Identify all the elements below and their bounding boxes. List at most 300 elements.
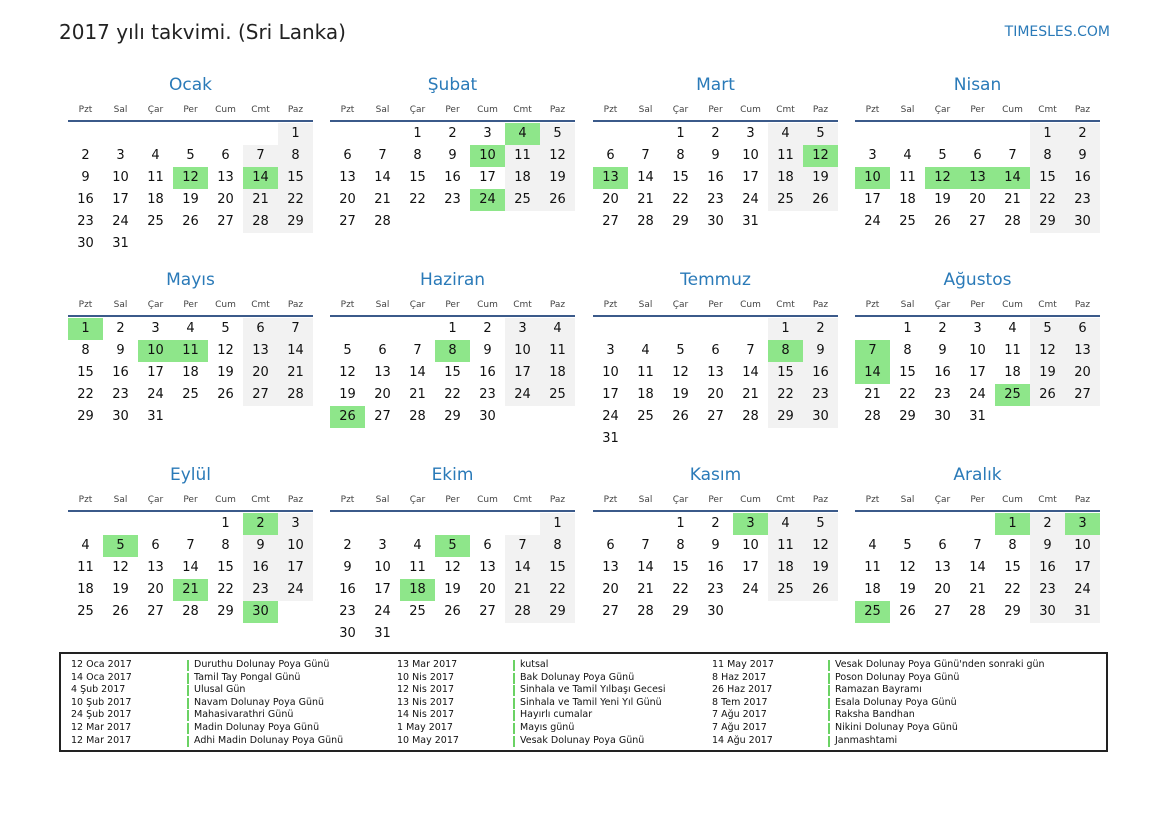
day-cell: 6 [243,318,278,340]
day-cell: 11 [768,535,803,557]
day-cell: 27 [934,604,951,619]
day-cell: 21 [1004,192,1021,207]
month-name: Eylül [169,465,212,485]
day-cell: 7 [378,148,387,163]
holiday-day-cell: 10 [470,145,505,167]
day-cell: 8 [413,148,422,163]
day-cell: 10 [1065,535,1100,557]
day-cell: 7 [1008,148,1017,163]
day-cell: 12 [339,365,356,380]
weekday-label: Çar [934,495,951,505]
day-cell: 20 [243,362,278,384]
day-cell: 6 [938,538,947,553]
day-cell: 16 [339,582,356,597]
day-cell: 20 [707,387,724,402]
day-cell: 20 [602,192,619,207]
weekday-label: Cum [477,105,498,115]
page-title: 2017 yılı takvimi. (Sri Lanka) [59,20,346,44]
holiday-date: 10 May 2017 [397,734,459,746]
day-cell: 24 [505,384,540,406]
day-cell: 26 [672,409,689,424]
day-cell: 15 [444,365,461,380]
weekday-header [593,295,838,315]
holiday-date: 12 Mar 2017 [71,721,132,733]
holiday-day-cell: 3 [733,513,768,535]
day-cell: 6 [483,538,492,553]
day-cell: 3 [505,318,540,340]
day-cell: 11 [77,560,94,575]
day-cell: 16 [444,170,461,185]
day-cell: 28 [637,214,654,229]
weekday-label: Pzt [603,495,618,505]
day-cell: 25 [637,409,654,424]
day-cell: 11 [1004,343,1021,358]
day-cell: 18 [540,362,575,384]
weekday-label: Per [970,300,985,310]
day-cell: 22 [217,582,234,597]
weekday-label: Paz [812,300,829,310]
day-cell: 19 [1030,362,1065,384]
day-cell: 16 [707,170,724,185]
day-cell: 11 [540,340,575,362]
day-cell: 20 [602,582,619,597]
day-cell: 28 [243,211,278,233]
day-cell: 2 [81,148,90,163]
holiday-name: Mayıs günü [520,721,575,733]
day-cell: 30 [1065,211,1100,233]
holiday-date: 14 Nis 2017 [397,709,454,721]
day-cell: 3 [483,126,492,141]
holiday-marker [513,673,515,684]
day-cell: 4 [413,538,422,553]
holiday-name: Mahasivarathri Günü [194,709,294,721]
day-cell: 17 [969,365,986,380]
day-cell: 9 [711,148,720,163]
holiday-date: 14 Ağu 2017 [712,734,773,746]
weekday-label: Çar [409,495,426,505]
day-cell: 15 [540,557,575,579]
day-cell: 31 [1065,601,1100,623]
day-cell: 4 [1008,321,1017,336]
day-cell: 27 [243,384,278,406]
day-cell: 24 [602,409,619,424]
holiday-marker [513,710,515,721]
weekday-label: Cum [740,300,761,310]
day-cell: 7 [641,148,650,163]
day-cell: 5 [540,123,575,145]
day-cell: 1 [676,126,685,141]
day-cell: 4 [868,538,877,553]
holiday-day-cell: 14 [855,362,890,384]
day-cell: 18 [77,582,94,597]
day-cell: 26 [803,189,838,211]
weekday-label: Cmt [1038,495,1057,505]
day-cell: 7 [413,343,422,358]
weekday-label: Per [183,105,198,115]
holiday-list [59,652,1108,752]
day-cell: 26 [1030,384,1065,406]
day-cell: 4 [540,318,575,340]
holiday-name: Vesak Dolunay Poya Günü [520,734,645,746]
weekday-label: Pzt [603,300,618,310]
weekday-label: Pzt [865,105,880,115]
day-cell: 20 [479,582,496,597]
holiday-day-cell: 8 [768,340,803,362]
day-cell: 26 [934,214,951,229]
day-cell: 17 [374,582,391,597]
day-cell: 18 [182,365,199,380]
holiday-date: 10 Nis 2017 [397,671,454,683]
header-divider [68,120,313,122]
day-cell: 10 [374,560,391,575]
day-cell: 26 [112,604,129,619]
weekday-label: Cmt [513,495,532,505]
day-cell: 31 [969,409,986,424]
header-divider [330,120,575,122]
weekday-label: Paz [1074,300,1091,310]
day-cell: 22 [540,579,575,601]
weekday-header [330,295,575,315]
day-cell: 28 [864,409,881,424]
holiday-date: 8 Haz 2017 [712,671,767,683]
weekday-header [68,100,313,120]
holiday-day-cell: 13 [593,167,628,189]
day-cell: 9 [243,535,278,557]
day-cell: 5 [803,123,838,145]
day-cell: 20 [147,582,164,597]
holiday-name: kutsal [520,659,549,670]
holiday-day-cell: 2 [243,513,278,535]
day-cell: 14 [637,170,654,185]
holiday-day-cell: 18 [400,579,435,601]
header-divider [855,510,1100,512]
day-cell: 1 [448,321,457,336]
day-cell: 11 [409,560,426,575]
holiday-marker [513,736,515,747]
month-name: Aralık [953,465,1002,485]
weekday-label: Cum [1002,495,1023,505]
day-cell: 3 [151,321,160,336]
holiday-name: Madin Dolunay Poya Günü [194,721,320,733]
weekday-label: Cmt [776,300,795,310]
holiday-name: Nikini Dolunay Poya Günü [835,721,958,733]
holiday-day-cell: 13 [960,167,995,189]
holiday-day-cell: 3 [1065,513,1100,535]
day-cell: 12 [899,560,916,575]
day-cell: 25 [768,189,803,211]
holiday-date: 7 Ağu 2017 [712,709,767,721]
holiday-marker [513,685,515,696]
day-cell: 13 [479,560,496,575]
weekday-label: Sal [638,495,653,505]
day-cell: 25 [182,387,199,402]
day-cell: 29 [278,211,313,233]
month [593,74,838,229]
day-cell: 25 [768,579,803,601]
weekday-label: Paz [1074,495,1091,505]
weekday-label: Pzt [340,495,355,505]
day-cell: 10 [969,343,986,358]
weekday-label: Sal [638,105,653,115]
day-cell: 28 [742,409,759,424]
weekday-label: Per [183,495,198,505]
day-cell: 24 [864,214,881,229]
day-cell: 27 [969,214,986,229]
holiday-marker [828,660,830,671]
weekday-label: Çar [409,105,426,115]
holiday-name: Navam Dolunay Poya Günü [194,696,325,708]
holiday-marker [187,723,189,734]
day-cell: 23 [243,579,278,601]
site-link[interactable]: TIMESLES.COM [1004,24,1110,40]
day-cell: 24 [112,214,129,229]
holiday-date: 7 Ağu 2017 [712,721,767,733]
weekday-label: Cum [215,495,236,505]
weekday-label: Pzt [78,105,93,115]
day-cell: 16 [112,365,129,380]
day-cell: 23 [934,387,951,402]
day-cell: 29 [1030,211,1065,233]
day-cell: 3 [116,148,125,163]
day-cell: 20 [339,192,356,207]
day-cell: 26 [899,604,916,619]
day-cell: 20 [934,582,951,597]
weekday-label: Pzt [340,105,355,115]
day-cell: 5 [803,513,838,535]
weekday-label: Çar [147,495,164,505]
day-cell: 22 [672,582,689,597]
day-cell: 2 [116,321,125,336]
holiday-name: Duruthu Dolunay Poya Günü [194,659,330,670]
month-name: Ağustos [943,270,1012,290]
day-cell: 19 [934,192,951,207]
weekday-label: Cmt [776,105,795,115]
day-cell: 17 [602,387,619,402]
weekday-label: Paz [287,495,304,505]
day-cell: 20 [1065,362,1100,384]
day-cell: 14 [374,170,391,185]
day-cell: 3 [973,321,982,336]
day-cell: 1 [221,516,230,531]
day-cell: 1 [676,516,685,531]
day-cell: 5 [1030,318,1065,340]
day-cell: 12 [217,343,234,358]
holiday-day-cell: 12 [803,145,838,167]
day-cell: 1 [540,513,575,535]
day-cell: 19 [672,387,689,402]
day-cell: 8 [676,148,685,163]
day-cell: 14 [969,560,986,575]
holiday-marker [513,723,515,734]
day-cell: 31 [112,236,129,251]
day-cell: 16 [803,362,838,384]
day-cell: 30 [707,214,724,229]
day-cell: 27 [707,409,724,424]
day-cell: 29 [444,409,461,424]
day-cell: 21 [637,582,654,597]
day-cell: 27 [602,604,619,619]
day-cell: 12 [112,560,129,575]
day-cell: 6 [606,148,615,163]
day-cell: 9 [711,538,720,553]
weekday-label: Paz [1074,105,1091,115]
day-cell: 26 [540,189,575,211]
month [593,269,838,446]
day-cell: 9 [803,340,838,362]
day-cell: 28 [1004,214,1021,229]
holiday-name: Sinhala ve Tamil Yeni Yıl Günü [520,696,662,708]
day-cell: 30 [803,406,838,428]
day-cell: 8 [903,343,912,358]
day-cell: 2 [711,126,720,141]
day-cell: 16 [707,560,724,575]
day-cell: 13 [707,365,724,380]
holiday-day-cell: 24 [470,189,505,211]
day-cell: 29 [672,214,689,229]
day-cell: 30 [1030,601,1065,623]
day-cell: 23 [444,192,461,207]
day-cell: 9 [483,343,492,358]
day-cell: 10 [742,538,759,553]
day-cell: 27 [147,604,164,619]
day-cell: 13 [374,365,391,380]
day-cell: 2 [1030,513,1065,535]
day-cell: 29 [899,409,916,424]
weekday-label: Pzt [865,300,880,310]
day-cell: 31 [602,431,619,446]
day-cell: 23 [1065,189,1100,211]
holiday-marker [187,736,189,747]
weekday-label: Çar [147,105,164,115]
day-cell: 5 [343,343,352,358]
weekday-label: Per [445,495,460,505]
month [855,464,1100,619]
holiday-name: Bak Dolunay Poya Günü [520,671,635,683]
weekday-label: Çar [934,105,951,115]
day-cell: 8 [81,343,90,358]
holiday-date: 11 May 2017 [712,659,774,670]
weekday-label: Pzt [78,495,93,505]
day-cell: 17 [864,192,881,207]
day-cell: 20 [374,387,391,402]
weekday-header [68,490,313,510]
day-cell: 14 [409,365,426,380]
holiday-date: 12 Oca 2017 [71,659,132,670]
day-cell: 15 [1004,560,1021,575]
holiday-name: Ramazan Bayramı [835,684,922,696]
day-cell: 3 [606,343,615,358]
day-cell: 18 [899,192,916,207]
weekday-label: Paz [549,300,566,310]
day-cell: 16 [1065,167,1100,189]
day-cell: 18 [864,582,881,597]
holiday-marker [828,710,830,721]
holiday-name: Esala Dolunay Poya Günü [835,696,957,708]
weekday-label: Cum [215,300,236,310]
day-cell: 13 [602,560,619,575]
weekday-label: Sal [375,495,390,505]
day-cell: 30 [77,236,94,251]
header-divider [593,315,838,317]
day-cell: 21 [637,192,654,207]
day-cell: 8 [221,538,230,553]
day-cell: 10 [742,148,759,163]
holiday-name: Sinhala ve Tamil Yılbaşı Gecesi [520,684,666,696]
weekday-label: Paz [549,105,566,115]
weekday-label: Cmt [251,105,270,115]
day-cell: 25 [505,189,540,211]
day-cell: 14 [278,340,313,362]
day-cell: 22 [1004,582,1021,597]
day-cell: 11 [899,170,916,185]
day-cell: 27 [479,604,496,619]
day-cell: 16 [77,192,94,207]
day-cell: 29 [540,601,575,623]
month-name: Şubat [427,75,478,95]
weekday-label: Pzt [603,105,618,115]
day-cell: 17 [147,365,164,380]
day-cell: 18 [768,167,803,189]
month-name: Ocak [169,75,212,95]
day-cell: 20 [969,192,986,207]
day-cell: 9 [81,170,90,185]
day-cell: 21 [969,582,986,597]
holiday-marker [187,685,189,696]
holiday-day-cell: 7 [855,340,890,362]
day-cell: 10 [112,170,129,185]
day-cell: 24 [374,604,391,619]
day-cell: 7 [505,535,540,557]
holiday-day-cell: 30 [243,601,278,623]
holiday-day-cell: 10 [855,167,890,189]
weekday-label: Cum [215,105,236,115]
day-cell: 5 [676,343,685,358]
weekday-label: Cum [477,300,498,310]
day-cell: 23 [803,384,838,406]
month [68,74,313,251]
day-cell: 7 [186,538,195,553]
holiday-date: 10 Şub 2017 [71,696,132,708]
holiday-day-cell: 5 [103,535,138,557]
day-cell: 19 [339,387,356,402]
holiday-name: Raksha Bandhan [835,709,915,721]
weekday-label: Per [708,495,723,505]
weekday-label: Per [970,105,985,115]
day-cell: 15 [672,560,689,575]
weekday-label: Sal [638,300,653,310]
weekday-label: Per [445,300,460,310]
day-cell: 15 [409,170,426,185]
weekday-label: Paz [812,105,829,115]
month-name: Temmuz [680,270,751,290]
header-divider [855,120,1100,122]
day-cell: 24 [147,387,164,402]
day-cell: 14 [505,557,540,579]
day-cell: 6 [1065,318,1100,340]
holiday-date: 14 Oca 2017 [71,671,132,683]
day-cell: 22 [278,189,313,211]
weekday-label: Cmt [251,495,270,505]
day-cell: 15 [768,362,803,384]
weekday-label: Per [970,495,985,505]
weekday-label: Cum [740,105,761,115]
day-cell: 12 [444,560,461,575]
day-cell: 2 [803,318,838,340]
day-cell: 4 [903,148,912,163]
day-cell: 3 [868,148,877,163]
day-cell: 13 [339,170,356,185]
header-divider [330,510,575,512]
